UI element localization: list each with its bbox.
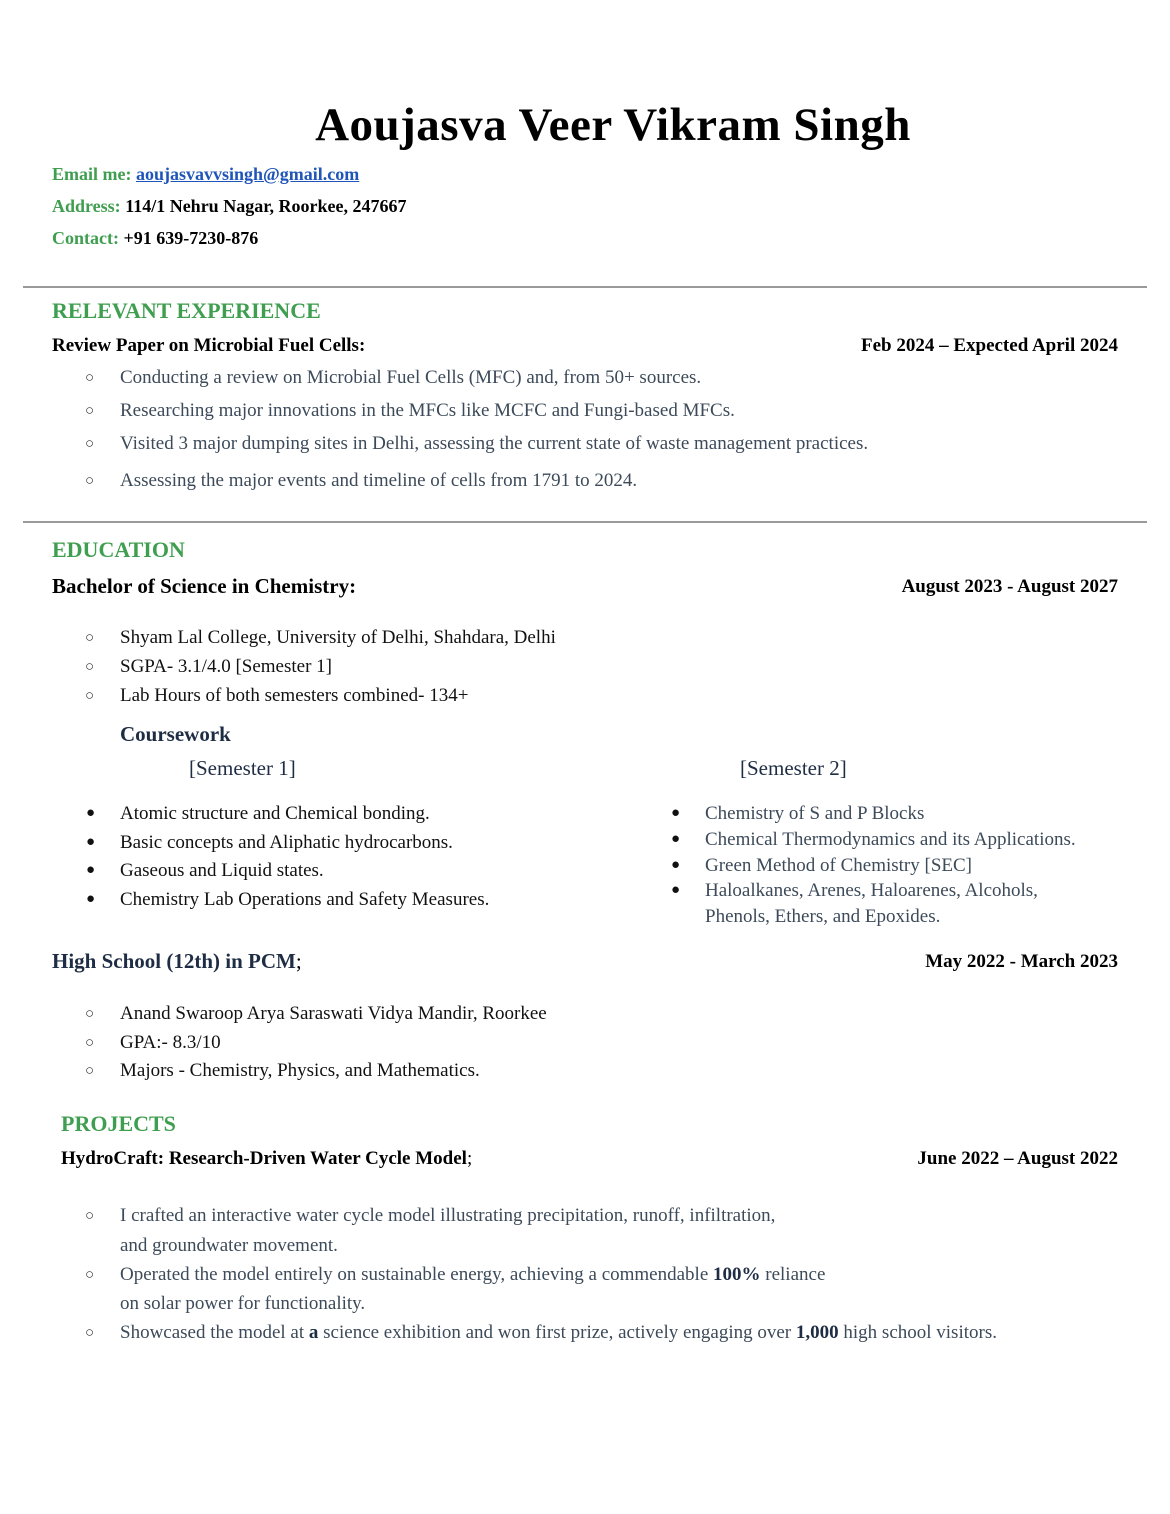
disc-bullet-icon: ●	[671, 882, 681, 898]
degree-bullet: Shyam Lal College, University of Delhi, Shahdara, Delhi	[120, 627, 556, 648]
school-dates: May 2022 - March 2023	[925, 951, 1118, 972]
email-label: Email me:	[52, 164, 132, 184]
education-heading: EDUCATION	[52, 537, 185, 562]
phone-value: +91 639-7230-876	[123, 228, 259, 248]
school-title: High School (12th) in PCM	[52, 949, 296, 973]
project-title: HydroCraft: Research-Driven Water Cycle Model	[61, 1148, 467, 1169]
resume-name: Aoujasva Veer Vikram Singh	[315, 99, 911, 151]
semester-2-label: [Semester 2]	[740, 756, 847, 780]
project-bullet-1-line-1: I crafted an interactive water cycle model illustrating precipitation, runoff, infiltration,	[120, 1205, 776, 1226]
degree-dates: August 2023 - August 2027	[901, 576, 1118, 597]
phone-line	[52, 228, 258, 249]
project-bullet-3-bold-a: a	[308, 1322, 319, 1343]
degree-bullet: SGPA- 3.1/4.0 [Semester 1]	[120, 656, 332, 677]
circle-bullet-icon: ○	[85, 1325, 95, 1341]
sem2-course-continued: Phenols, Ethers, and Epoxides.	[705, 906, 941, 927]
project-title-line	[61, 1148, 472, 1170]
address-label: Address:	[52, 196, 121, 216]
sem1-course: Chemistry Lab Operations and Safety Measures.	[120, 889, 490, 910]
project-dates: June 2022 – August 2022	[917, 1148, 1118, 1169]
sem2-course: Chemical Thermodynamics and its Applications.	[705, 829, 1076, 850]
school-bullet: Majors - Chemistry, Physics, and Mathematics.	[120, 1060, 480, 1081]
sem1-course: Gaseous and Liquid states.	[120, 860, 324, 881]
project-bullet-2-line-2: on solar power for functionality.	[120, 1293, 366, 1314]
disc-bullet-icon: ●	[86, 834, 96, 850]
circle-bullet-icon: ○	[85, 436, 95, 452]
visitor-count: 1,000	[795, 1322, 839, 1343]
experience-title: Review Paper on Microbial Fuel Cells:	[52, 335, 366, 356]
phone-label: Contact:	[52, 228, 119, 248]
divider	[23, 521, 1147, 523]
sem2-course: Chemistry of S and P Blocks	[705, 803, 925, 824]
disc-bullet-icon: ●	[671, 805, 681, 821]
email-line	[52, 164, 359, 185]
projects-heading: PROJECTS	[61, 1111, 176, 1136]
degree-bullet: Lab Hours of both semesters combined- 134+	[120, 685, 469, 706]
circle-bullet-icon: ○	[85, 473, 95, 489]
experience-bullet: Visited 3 major dumping sites in Delhi, assessing the current state of waste management practices.	[120, 433, 869, 454]
project-bullet-1-line-2: and groundwater movement.	[120, 1235, 338, 1256]
experience-dates: Feb 2024 – Expected April 2024	[860, 335, 1118, 356]
school-title-line	[52, 949, 302, 974]
project-bullet-2-text-end: reliance	[760, 1264, 826, 1285]
experience-bullet: Conducting a review on Microbial Fuel Cells (MFC) and, from 50+ sources.	[120, 367, 702, 388]
circle-bullet-icon: ○	[85, 630, 95, 646]
coursework-heading: Coursework	[120, 722, 231, 746]
circle-bullet-icon: ○	[85, 688, 95, 704]
project-bullet-3-text: Showcased the model at	[120, 1322, 309, 1343]
school-title-suffix: ;	[295, 949, 302, 973]
experience-bullet: Assessing the major events and timeline of cells from 1791 to 2024.	[120, 470, 638, 491]
circle-bullet-icon: ○	[85, 659, 95, 675]
circle-bullet-icon: ○	[85, 1208, 95, 1224]
sem1-course: Basic concepts and Aliphatic hydrocarbons.	[120, 832, 453, 853]
project-bullet-3-text-mid: science exhibition and won first prize, actively engaging over	[318, 1322, 796, 1343]
circle-bullet-icon: ○	[85, 1006, 95, 1022]
disc-bullet-icon: ●	[86, 805, 96, 821]
semester-1-label: [Semester 1]	[189, 756, 296, 780]
divider	[23, 286, 1147, 288]
sem1-course: Atomic structure and Chemical bonding.	[120, 803, 430, 824]
sem2-course: Haloalkanes, Arenes, Haloarenes, Alcohols,	[705, 880, 1038, 901]
circle-bullet-icon: ○	[85, 370, 95, 386]
email-link[interactable]: aoujasvavvsingh@gmail.com	[135, 164, 360, 184]
project-bullet-2-line-1	[120, 1264, 825, 1286]
experience-heading: RELEVANT EXPERIENCE	[52, 298, 321, 323]
solar-percent: 100%	[713, 1264, 761, 1285]
school-bullet: GPA:- 8.3/10	[120, 1032, 221, 1053]
degree-title: Bachelor of Science in Chemistry:	[52, 574, 357, 598]
project-bullet-3	[120, 1322, 997, 1344]
project-bullet-2-text: Operated the model entirely on sustainable energy, achieving a commendable	[120, 1264, 714, 1285]
circle-bullet-icon: ○	[85, 1063, 95, 1079]
sem2-course: Green Method of Chemistry [SEC]	[705, 855, 973, 876]
disc-bullet-icon: ●	[86, 891, 96, 907]
address-value: 114/1 Nehru Nagar, Roorkee, 247667	[125, 196, 407, 216]
circle-bullet-icon: ○	[85, 403, 95, 419]
address-line	[52, 196, 407, 217]
project-bullet-3-text-end: high school visitors.	[838, 1322, 997, 1343]
circle-bullet-icon: ○	[85, 1035, 95, 1051]
experience-bullet: Researching major innovations in the MFCs like MCFC and Fungi-based MFCs.	[120, 400, 735, 421]
circle-bullet-icon: ○	[85, 1267, 95, 1283]
disc-bullet-icon: ●	[671, 831, 681, 847]
disc-bullet-icon: ●	[86, 862, 96, 878]
school-bullet: Anand Swaroop Arya Saraswati Vidya Mandir, Roorkee	[120, 1003, 547, 1024]
project-title-suffix: ;	[466, 1148, 473, 1169]
disc-bullet-icon: ●	[671, 857, 681, 873]
